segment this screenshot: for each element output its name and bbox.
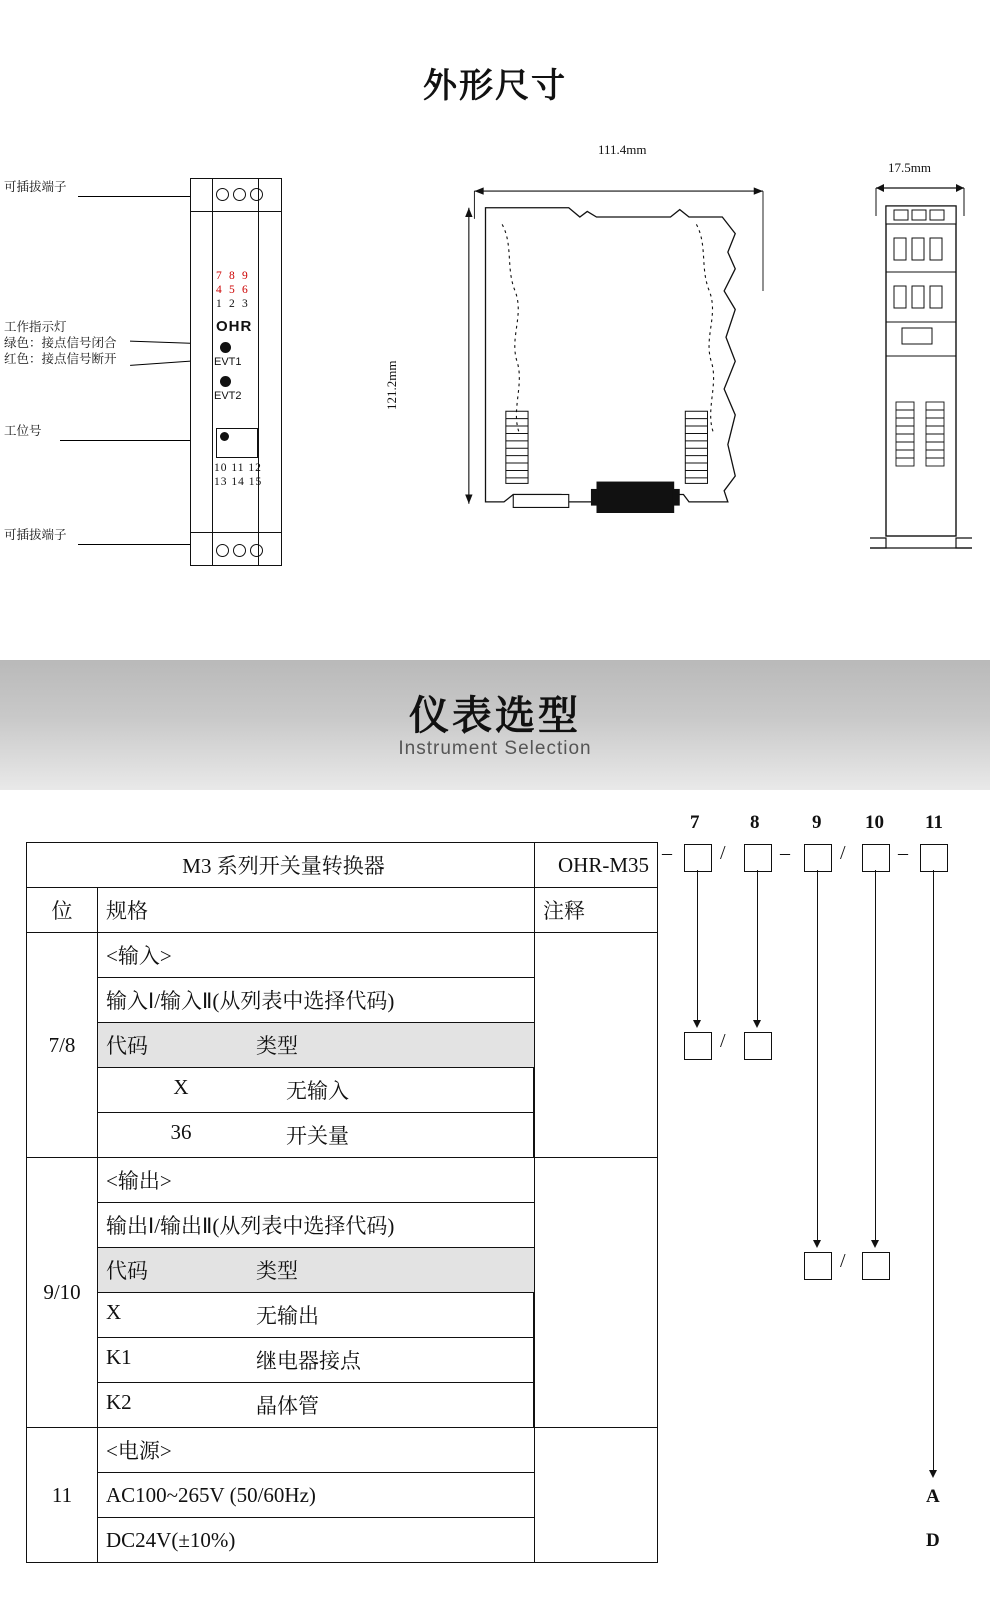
- code-digit-8: 8: [750, 812, 760, 833]
- leader-line-tag-number: [60, 440, 210, 441]
- group-pos-power: 11: [27, 1428, 98, 1563]
- leader-code-7: [697, 870, 698, 1020]
- height-dimension-label: 121.2mm: [384, 360, 399, 410]
- code-digit-9: 9: [812, 812, 822, 833]
- power-code-d: D: [926, 1530, 940, 1551]
- label-indicator-red: 红色：接点信号断开: [4, 352, 117, 366]
- table-row: [27, 1158, 658, 1203]
- din-rail-block: [597, 482, 675, 513]
- column-header-spec: 规格: [98, 888, 535, 933]
- top-terminal-screws: [216, 188, 263, 201]
- table-row: [27, 888, 658, 933]
- code-header-type-input: 类型: [256, 1034, 298, 1058]
- label-indicator-title: 工作指示灯: [4, 320, 67, 334]
- table-row: [98, 1293, 534, 1338]
- selection-banner: [0, 660, 990, 790]
- terminal-row-123: 1 2 3: [216, 298, 250, 310]
- power-option-ac: AC100~265V (50/60Hz): [98, 1473, 535, 1518]
- arrow-code-10: [871, 1240, 879, 1248]
- label-indicator-green: 绿色：接点信号闭合: [4, 336, 117, 350]
- module-body: [190, 178, 282, 566]
- table-row: [27, 1428, 658, 1473]
- led-evt1-icon: [220, 342, 231, 353]
- selection-table: [26, 842, 658, 1563]
- terminal-row-789: 7 8 9: [216, 270, 250, 282]
- leader-code-10: [875, 870, 876, 1240]
- code-separator-2: /: [720, 842, 726, 864]
- table-row: [98, 1338, 534, 1383]
- table-row: [98, 1383, 534, 1428]
- screw-icon: [250, 188, 263, 201]
- table-row: [27, 933, 658, 978]
- brand-logo: OHR: [216, 318, 253, 335]
- end-view-drawing: [868, 176, 976, 556]
- led-evt1-label: EVT1: [214, 356, 242, 368]
- code-box-input-1[interactable]: [684, 1032, 712, 1060]
- group-heading-input: <输入>: [98, 933, 535, 978]
- arrow-code-7: [693, 1020, 701, 1028]
- group-desc-input: 输入Ⅰ/输入Ⅱ(从列表中选择代码): [98, 978, 535, 1023]
- code-box-10[interactable]: [862, 844, 890, 872]
- dimensions-section: [0, 0, 990, 660]
- code-separator-5: –: [898, 842, 908, 864]
- group-pos-output: 9/10: [27, 1158, 98, 1428]
- page-title: 外形尺寸: [423, 67, 567, 105]
- led-evt2-icon: [220, 376, 231, 387]
- code-type-36-input: 开关量: [286, 1124, 349, 1148]
- code-header-type-output: 类型: [256, 1259, 298, 1283]
- table-row: [98, 1113, 534, 1158]
- label-bottom-terminal: 可插拔端子: [4, 528, 67, 542]
- code-box-8[interactable]: [744, 844, 772, 872]
- code-box-7[interactable]: [684, 844, 712, 872]
- module-inner-edge-right: [258, 178, 259, 566]
- code-header-code-input: 代码: [106, 1034, 148, 1058]
- front-view-module: [190, 178, 282, 566]
- code-header-code-output: 代码: [106, 1259, 148, 1283]
- arrow-code-11: [929, 1470, 937, 1478]
- series-name: M3 系列开关量转换器: [27, 843, 535, 888]
- code-separator-4: /: [840, 842, 846, 864]
- depth-dimension-label: 17.5mm: [888, 160, 931, 175]
- screw-icon: [216, 188, 229, 201]
- code-separator-input: /: [720, 1030, 726, 1052]
- code-digit-7: 7: [690, 812, 700, 833]
- code-value-k1-output: K1: [106, 1345, 132, 1369]
- selection-subtitle: Instrument Selection: [398, 738, 592, 759]
- code-separator-output: /: [840, 1250, 846, 1272]
- group-pos-input: 7/8: [27, 933, 98, 1158]
- code-value-36-input: 36: [170, 1120, 192, 1144]
- side-outline: [486, 208, 736, 502]
- code-separator-1: –: [662, 842, 672, 864]
- power-option-dc: DC24V(±10%): [98, 1518, 535, 1563]
- group-desc-output: 输出Ⅰ/输出Ⅱ(从列表中选择代码): [98, 1203, 535, 1248]
- code-box-9[interactable]: [804, 844, 832, 872]
- leader-code-8: [757, 870, 758, 1020]
- selection-table-section: [0, 790, 990, 1597]
- din-rail-clip: [513, 495, 569, 508]
- code-box-output-2[interactable]: [862, 1252, 890, 1280]
- screw-icon: [233, 544, 246, 557]
- code-type-x-output: 无输出: [256, 1304, 319, 1328]
- width-dimension-label: 111.4mm: [598, 142, 647, 157]
- label-tag-number: 工位号: [4, 424, 42, 438]
- code-digit-11: 11: [925, 812, 943, 833]
- arrow-code-9: [813, 1240, 821, 1248]
- code-value-x-output: X: [106, 1300, 122, 1324]
- group-heading-output: <输出>: [98, 1158, 535, 1203]
- side-view-drawing: [450, 180, 780, 550]
- selection-title: 仪表选型: [409, 694, 581, 738]
- code-box-output-1[interactable]: [804, 1252, 832, 1280]
- terminal-row-101112: 10 11 12: [214, 462, 262, 474]
- terminal-row-456: 4 5 6: [216, 284, 250, 296]
- leader-line-top-terminal: [78, 196, 196, 197]
- group-heading-power: <电源>: [98, 1428, 535, 1473]
- screw-icon: [233, 188, 246, 201]
- terminal-row-131415: 13 14 15: [214, 476, 263, 488]
- table-row: [27, 843, 658, 888]
- power-code-a: A: [926, 1486, 940, 1507]
- ordering-code-diagram: [640, 790, 990, 1597]
- code-box-input-2[interactable]: [744, 1032, 772, 1060]
- code-box-11[interactable]: [920, 844, 948, 872]
- code-type-k1-output: 继电器接点: [256, 1349, 361, 1373]
- code-type-x-input: 无输入: [286, 1079, 349, 1103]
- code-value-x-input: X: [173, 1075, 189, 1099]
- module-inner-edge-left: [212, 178, 213, 566]
- model-code: OHR-M35: [535, 843, 658, 888]
- code-separator-3: –: [780, 842, 790, 864]
- led-evt2-label: EVT2: [214, 390, 242, 402]
- leader-line-bottom-terminal: [78, 544, 196, 545]
- tag-dot-icon: [220, 432, 229, 441]
- code-value-k2-output: K2: [106, 1390, 132, 1414]
- code-type-k2-output: 晶体管: [256, 1394, 319, 1418]
- column-header-pos: 位: [27, 888, 98, 933]
- code-digit-10: 10: [865, 812, 884, 833]
- label-top-terminal: 可插拔端子: [4, 180, 67, 194]
- leader-code-9: [817, 870, 818, 1240]
- table-row: [98, 1068, 534, 1113]
- bottom-terminal-screws: [216, 544, 263, 557]
- screw-icon: [250, 544, 263, 557]
- column-header-note: 注释: [535, 888, 658, 933]
- leader-code-11: [933, 870, 934, 1470]
- arrow-code-8: [753, 1020, 761, 1028]
- screw-icon: [216, 544, 229, 557]
